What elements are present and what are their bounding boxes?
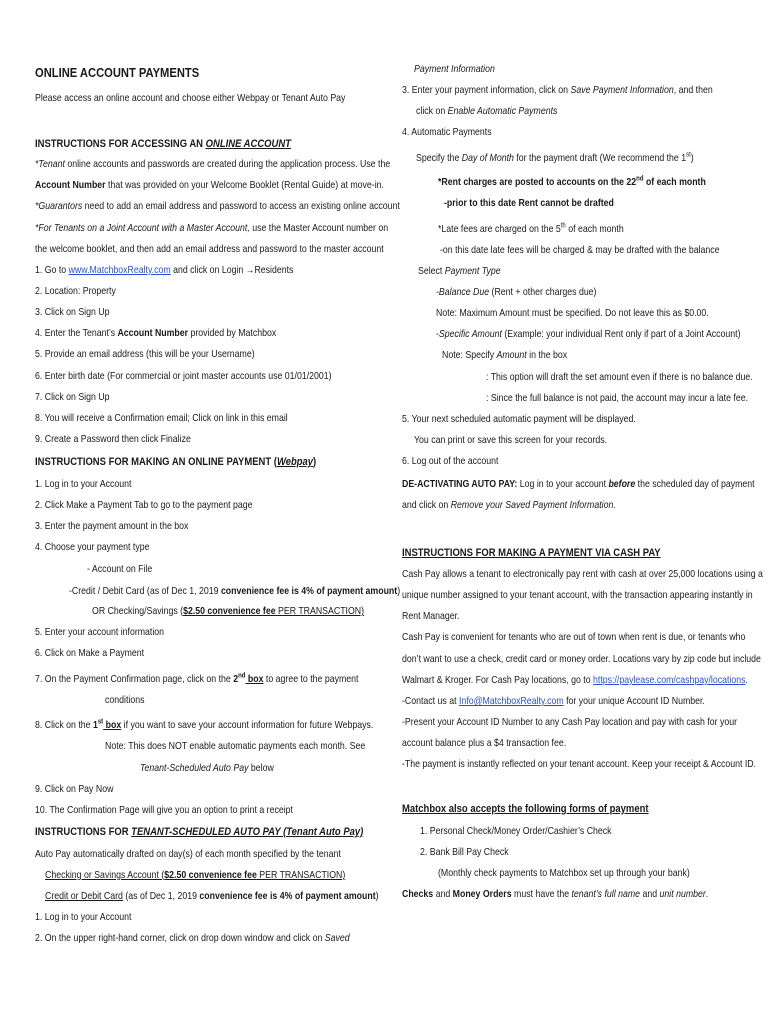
cash-pay-p7: -Contact us at Info@MatchboxRealty.com for your unique Account ID Number. <box>402 696 705 707</box>
cash-pay-p4: Cash Pay is convenient for tenants who are out of town when rent is due, or tenants who <box>402 632 746 643</box>
webpay-step-8-note: Note: This does NOT enable automatic payments each month. See <box>105 741 366 752</box>
access-step-7: 7. Click on Sign Up <box>35 392 110 403</box>
access-step-8: 8. You will receive a Confirmation email; Click on link in this email <box>35 413 288 424</box>
cash-pay-p10: -The payment is instantly reflected on your tenant account. Keep your receipt & Account ID. <box>402 759 757 770</box>
webpay-step-8: 8. Click on the 1st box if you want to save your account information for future Webpays. <box>35 718 374 731</box>
autopay-card: Credit or Debit Card (as of Dec 1, 2019 convenience fee is 4% of payment amount) <box>45 891 379 902</box>
cash-pay-p9: account balance plus a $4 transaction fee. <box>402 738 567 749</box>
cash-pay-p6: Walmart & Kroger. For Cash Pay locations, go to https://paylease.com/cashpay/locations. <box>402 675 748 686</box>
webpay-step-6: 6. Click on Make a Payment <box>35 648 145 659</box>
balance-due-option: -Balance Due (Rent + other charges due) <box>436 287 597 298</box>
select-payment-type: Select Payment Type <box>418 266 501 277</box>
access-step-1: 1. Go to www.MatchboxRealty.com and click on Login →Residents <box>35 265 294 276</box>
autopay-step-4: 4. Automatic Payments <box>402 127 492 138</box>
autopay-step-2: 2. On the upper right-hand corner, click on drop down window and click on Saved <box>35 933 350 944</box>
access-step-6: 6. Enter birth date (For commercial or joint master accounts use 01/01/2001) <box>35 371 332 382</box>
day-of-month-note: Specify the Day of Month for the payment draft (We recommend the 1st) <box>416 151 694 164</box>
late-fee-note: *Late fees are charged on the 5th of each month <box>438 222 624 235</box>
option-note-2: : Since the full balance is not paid, the account may incur a late fee. <box>486 393 749 404</box>
form-item-2-note: (Monthly check payments to Matchbox set up through your bank) <box>438 868 690 879</box>
guarantor-note: *Guarantors need to add an email address and password to access an existing online account <box>35 201 400 212</box>
payment-type-checking: OR Checking/Savings ($2.50 convenience fee PER TRANSACTION) <box>92 606 365 617</box>
form-item-1: 1. Personal Check/Money Order/Cashier’s Check <box>420 826 612 837</box>
checks-note: Checks and Money Orders must have the tenant’s full name and unit number. <box>402 889 709 900</box>
cashpay-locations-link[interactable]: https://paylease.com/cashpay/locations <box>593 675 746 686</box>
payment-information-label: Payment Information <box>414 64 495 75</box>
tenant-note: *Tenant online accounts and passwords are created during the application process. Use the <box>35 159 391 170</box>
webpay-step-10: 10. The Confirmation Page will give you an option to print a receipt <box>35 805 293 816</box>
intro-text: Please access an online account and choose either Webpay or Tenant Auto Pay <box>35 93 346 104</box>
autopay-step-3-cont: click on Enable Automatic Payments <box>416 106 558 117</box>
autopay-desc: Auto Pay automatically drafted on day(s) of each month specified by the tenant <box>35 849 341 860</box>
webpay-step-7-cont: conditions <box>105 695 145 706</box>
autopay-step-3: 3. Enter your payment information, click on Save Payment Information, and then <box>402 85 713 96</box>
option-note-1: : This option will draft the set amount even if there is no balance due. <box>486 372 753 383</box>
rent-posting-note: *Rent charges are posted to accounts on the 22nd of each month <box>438 175 706 188</box>
webpay-step-4: 4. Choose your payment type <box>35 542 150 553</box>
access-step-3: 3. Click on Sign Up <box>35 307 110 318</box>
webpay-step-8-note-2: Tenant-Scheduled Auto Pay below <box>140 763 274 774</box>
cash-pay-heading: INSTRUCTIONS FOR MAKING A PAYMENT VIA CASH PAY <box>402 547 661 559</box>
payment-type-card: -Credit / Debit Card (as of Dec 1, 2019 convenience fee is 4% of payment amount) <box>69 586 401 597</box>
access-heading: INSTRUCTIONS FOR ACCESSING AN ONLINE ACCOUNT <box>35 138 291 150</box>
page-title: ONLINE ACCOUNT PAYMENTS <box>35 65 200 80</box>
webpay-step-3: 3. Enter the payment amount in the box <box>35 521 189 532</box>
info-email-link[interactable]: Info@MatchboxRealty.com <box>458 696 564 707</box>
matchbox-website-link[interactable]: www.MatchboxRealty.com <box>68 265 171 276</box>
account-number-note: Account Number that was provided on your Welcome Booklet (Rental Guide) at move-in. <box>35 180 384 191</box>
access-step-9: 9. Create a Password then click Finalize <box>35 434 191 445</box>
access-step-5: 5. Provide an email address (this will be your Username) <box>35 349 255 360</box>
cash-pay-p5: don’t want to use a check, credit card or money order. Locations vary by zip code but include <box>402 654 761 665</box>
webpay-step-2: 2. Click Make a Payment Tab to go to the payment page <box>35 500 253 511</box>
other-forms-heading: Matchbox also accepts the following forms of payment <box>402 803 649 815</box>
webpay-step-1: 1. Log in to your Account <box>35 479 132 490</box>
deactivate-note-2: and click on Remove your Saved Payment Information. <box>402 500 616 511</box>
joint-note: *For Tenants on a Joint Account with a Master Account, use the Master Account number on <box>35 223 389 234</box>
payment-type-account-on-file: - Account on File <box>87 564 153 575</box>
rent-prior-note: -prior to this date Rent cannot be drafted <box>444 198 614 209</box>
deactivate-note: DE-ACTIVATING AUTO PAY: Log in to your account before the scheduled day of payment <box>402 479 755 490</box>
webpay-step-9: 9. Click on Pay Now <box>35 784 114 795</box>
cash-pay-p8: -Present your Account ID Number to any Cash Pay location and pay with cash for your <box>402 717 738 728</box>
specific-amount-option: -Specific Amount (Example: your individual Rent only if part of a Joint Account) <box>436 329 741 340</box>
autopay-heading: INSTRUCTIONS FOR TENANT-SCHEDULED AUTO PAY (Tenant Auto Pay) <box>35 826 364 838</box>
maximum-amount-note: Note: Maximum Amount must be specified. Do not leave this as $0.00. <box>436 308 709 319</box>
joint-note-2: the welcome booklet, and then add an email address and password to the master account <box>35 244 384 255</box>
form-item-2: 2. Bank Bill Pay Check <box>420 847 509 858</box>
webpay-heading: INSTRUCTIONS FOR MAKING AN ONLINE PAYMENT (Webpay) <box>35 456 317 468</box>
autopay-checking: Checking or Savings Account ($2.50 convenience fee PER TRANSACTION) <box>45 870 346 881</box>
autopay-step-5-cont: You can print or save this screen for your records. <box>414 435 608 446</box>
late-fee-note-2: -on this date late fees will be charged & may be drafted with the balance <box>440 245 720 256</box>
webpay-step-7: 7. On the Payment Confirmation page, click on the 2nd box to agree to the payment <box>35 672 359 685</box>
access-step-2: 2. Location: Property <box>35 286 116 297</box>
cash-pay-p3: Rent Manager. <box>402 611 460 622</box>
autopay-step-5: 5. Your next scheduled automatic payment will be displayed. <box>402 414 636 425</box>
cash-pay-p1: Cash Pay allows a tenant to electronically pay rent with cash at over 25,000 locations using a <box>402 569 763 580</box>
cash-pay-p2: unique number assigned to your tenant account, with the transaction appearing instantly in <box>402 590 753 601</box>
specify-amount-note: Note: Specify Amount in the box <box>442 350 568 361</box>
autopay-step-6: 6. Log out of the account <box>402 456 499 467</box>
webpay-step-5: 5. Enter your account information <box>35 627 165 638</box>
access-step-4: 4. Enter the Tenant’s Account Number provided by Matchbox <box>35 328 277 339</box>
autopay-step-1: 1. Log in to your Account <box>35 912 132 923</box>
